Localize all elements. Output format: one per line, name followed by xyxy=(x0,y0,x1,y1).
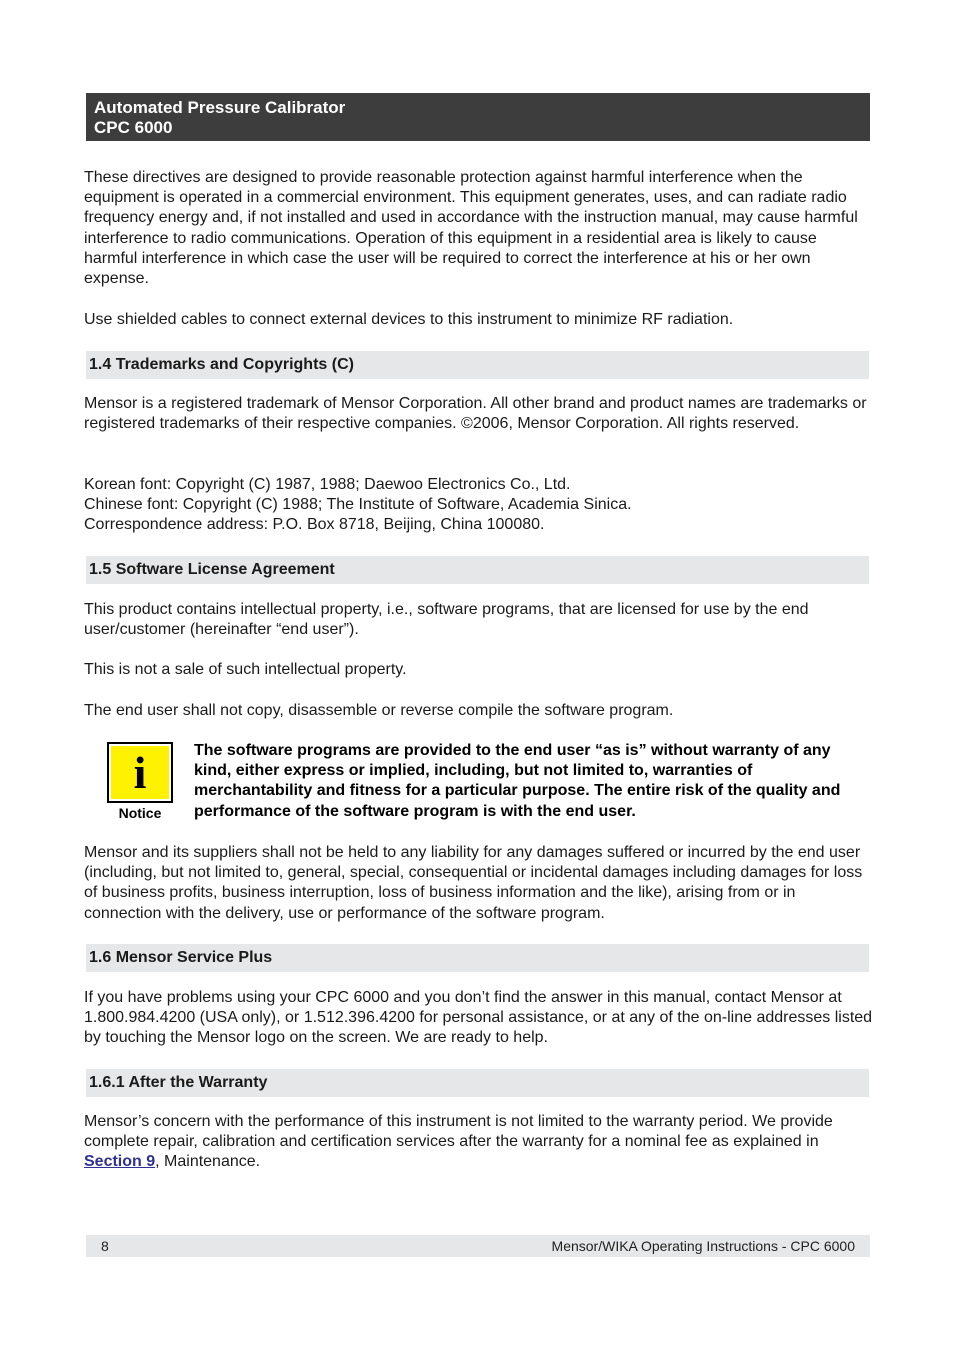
license-paragraph-1: This product contains intellectual property, i.e., software programs, that are licensed for use by the end user/customer (hereinafter “end user”). xyxy=(84,601,809,639)
service-paragraph: If you have problems using your CPC 6000 and you don’t find the answer in this manual, contact Mensor at 1.800.984.4200 (USA only), or 1.512.396.4200 for personal assistance, or at any of the on-line addresses listed by touching the Mensor logo on the screen. We are ready to help. xyxy=(84,989,873,1047)
footer-document-title: Mensor/WIKA Operating Instructions - CPC 6000 xyxy=(551,1238,855,1254)
section-9-link[interactable]: Section 9 xyxy=(84,1153,156,1171)
intro-paragraph-2: Use shielded cables to connect external devices to this instrument to minimize RF radiation. xyxy=(84,311,734,328)
warranty-text-after-link: , Maintenance. xyxy=(155,1153,261,1171)
section-heading-1-5: 1.5 Software License Agreement xyxy=(86,556,869,584)
license-paragraph-2: This is not a sale of such intellectual property. xyxy=(84,661,407,678)
correspondence-address-line: Correspondence address: P.O. Box 8718, Beijing, China 100080. xyxy=(84,516,545,533)
liability-paragraph: Mensor and its suppliers shall not be held to any liability for any damages suffered or incurred by the end user (including, but not limited to, general, special, consequential or incidental damages including damages for loss of business profits, business interruption, loss of business information and the like), arising from or in connection with the delivery, use or performance of the software program. xyxy=(84,844,863,922)
document-header xyxy=(86,93,870,141)
korean-font-line: Korean font: Copyright (C) 1987, 1988; Daewoo Electronics Co., Ltd. xyxy=(84,476,571,493)
section-heading-1-6: 1.6 Mensor Service Plus xyxy=(86,944,869,972)
chinese-font-line: Chinese font: Copyright (C) 1988; The Institute of Software, Academia Sinica. xyxy=(84,496,632,513)
header-subtitle: CPC 6000 xyxy=(94,118,173,137)
info-icon: i xyxy=(133,746,147,798)
intro-paragraph-1: These directives are designed to provide reasonable protection against harmful interference when the equipment is operated in a commercial environment. This equipment generates, uses, and can radiate radio frequency energy and, if not installed and used in accordance with the instruction manual, may cause harmful interference to radio communications. Operation of this equipment in a residential area is likely to cause harmful interference in which case the user will be required to correct the interference at his or her own expense. xyxy=(84,169,858,288)
page-number: 8 xyxy=(101,1238,109,1254)
header-title: Automated Pressure Calibrator xyxy=(94,98,346,117)
warranty-paragraph xyxy=(84,1112,874,1173)
notice-label: Notice xyxy=(118,805,162,821)
notice-icon xyxy=(107,742,173,803)
license-paragraph-3: The end user shall not copy, disassemble or reverse compile the software program. xyxy=(84,702,674,719)
trademarks-paragraph: Mensor is a registered trademark of Mensor Corporation. All other brand and product names are trademarks or registered trademarks of their respective companies. ©2006, Mensor Corporation. All rights reserved. xyxy=(84,395,867,433)
page-footer xyxy=(86,1235,870,1257)
section-heading-1-4: 1.4 Trademarks and Copyrights (C) xyxy=(86,351,869,379)
section-heading-1-6-1: 1.6.1 After the Warranty xyxy=(86,1069,869,1097)
notice-text: The software programs are provided to the end user “as is” without warranty of any kind, either express or implied, including, but not limited to, warranties of merchantability and fitness for a particular purpose. The entire risk of the quality and performance of the software program is with the end user. xyxy=(194,742,841,820)
notice-icon-fill xyxy=(111,746,169,799)
warranty-text-before-link: Mensor’s concern with the performance of this instrument is not limited to the warranty period. We provide complete repair, calibration and certification services after the warranty for a nominal fee as explained in xyxy=(84,1113,833,1151)
